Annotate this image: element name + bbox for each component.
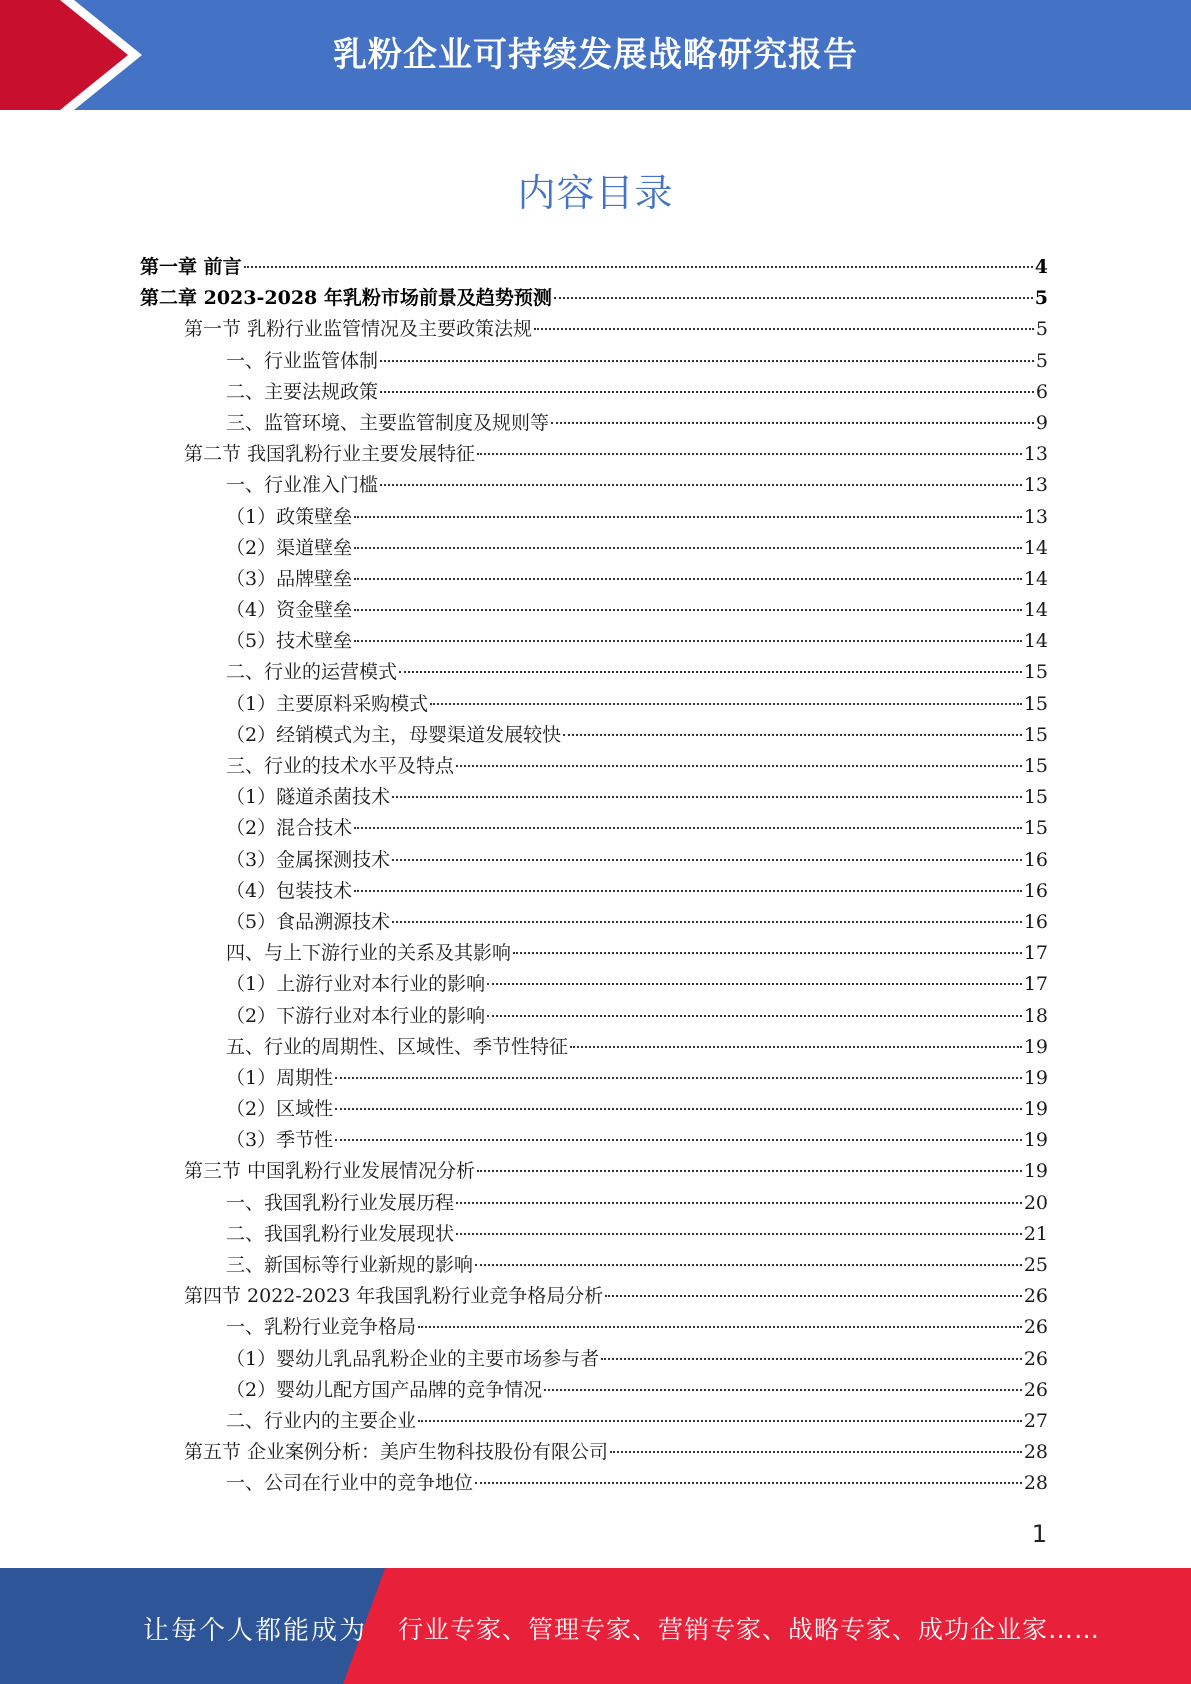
- toc-entry[interactable]: [140, 377, 1048, 408]
- toc-entry-page: 26: [1023, 1378, 1048, 1401]
- toc-entry-page: 15: [1023, 723, 1048, 746]
- toc-entry-label: 第一节 乳粉行业监管情况及主要政策法规: [184, 318, 533, 341]
- toc-entry-page: 9: [1035, 411, 1048, 434]
- toc-leader-dots: [399, 670, 1022, 673]
- toc-entry-page: 13: [1023, 505, 1048, 528]
- toc-entry-label: （5）食品溯源技术: [226, 910, 391, 933]
- toc-entry[interactable]: [140, 1406, 1048, 1437]
- toc-leader-dots: [244, 265, 1033, 268]
- toc-entry-label: 第三节 中国乳粉行业发展情况分析: [184, 1160, 476, 1183]
- toc-entry-page: 20: [1023, 1191, 1048, 1214]
- toc-entry-page: 19: [1023, 1129, 1048, 1152]
- toc-entry-label: （1）主要原料采购模式: [226, 692, 429, 715]
- toc-entry-page: 19: [1023, 1160, 1048, 1183]
- toc-entry[interactable]: [140, 595, 1048, 626]
- toc-entry[interactable]: [140, 439, 1048, 470]
- toc-entry[interactable]: [140, 657, 1048, 688]
- toc-entry[interactable]: [140, 1312, 1048, 1343]
- toc-entry[interactable]: [140, 751, 1048, 782]
- toc-entry[interactable]: [140, 470, 1048, 501]
- toc-entry-page: 15: [1023, 661, 1048, 684]
- toc-entry-page: 14: [1023, 567, 1048, 590]
- toc-entry[interactable]: [140, 533, 1048, 564]
- toc-entry-page: 13: [1023, 474, 1048, 497]
- toc-heading: 内容目录: [517, 171, 674, 215]
- toc-leader-dots: [354, 826, 1022, 829]
- toc-entry[interactable]: [140, 283, 1048, 314]
- toc-entry-page: 14: [1023, 536, 1048, 559]
- toc-leader-dots: [392, 858, 1022, 861]
- toc-leader-dots: [475, 1481, 1022, 1484]
- toc-entry[interactable]: [140, 408, 1048, 439]
- toc-leader-dots: [563, 733, 1022, 736]
- toc-entry[interactable]: [140, 876, 1048, 907]
- toc-entry-label: 第四节 2022-2023 年我国乳粉行业竞争格局分析: [184, 1285, 604, 1308]
- toc-entry-page: 28: [1023, 1472, 1048, 1495]
- toc-entry-label: （2）婴幼儿配方国产品牌的竞争情况: [226, 1378, 543, 1401]
- toc-entry-page: 15: [1023, 692, 1048, 715]
- toc-entry-page: 25: [1023, 1254, 1048, 1276]
- toc-entry[interactable]: [140, 1375, 1048, 1406]
- toc-entry-page: 16: [1023, 848, 1048, 871]
- toc-entry-page: 27: [1023, 1409, 1048, 1432]
- toc-leader-dots: [392, 920, 1022, 923]
- toc-leader-dots: [335, 1138, 1022, 1141]
- toc-entry[interactable]: [140, 1250, 1048, 1281]
- toc-entry-page: 16: [1023, 879, 1048, 902]
- toc-entry-label: （4）包装技术: [226, 879, 353, 902]
- toc-entry-label: 第五节 企业案例分析：美庐生物科技股份有限公司: [184, 1441, 609, 1464]
- toc-entry-label: （2）区域性: [226, 1098, 334, 1121]
- toc-entry-label: 二、行业内的主要企业: [226, 1409, 417, 1432]
- toc-entry-label: 第一章 前言: [140, 256, 242, 278]
- toc-entry-page: 19: [1023, 1098, 1048, 1121]
- toc-entry-page: 17: [1023, 973, 1048, 996]
- toc-entry-page: 21: [1023, 1222, 1048, 1245]
- toc-entry-page: 14: [1023, 599, 1048, 622]
- toc-leader-dots: [392, 795, 1022, 798]
- toc-leader-dots: [354, 889, 1022, 892]
- toc-entry-page: 26: [1023, 1347, 1048, 1370]
- toc-leader-dots: [551, 421, 1034, 424]
- toc-leader-dots: [335, 1107, 1022, 1110]
- toc-entry[interactable]: [140, 252, 1048, 283]
- toc-entry-page: 26: [1023, 1285, 1048, 1308]
- toc-entry[interactable]: [140, 1001, 1048, 1032]
- toc-entry-label: （1）政策壁垒: [226, 505, 353, 528]
- footer-slogan-left: 让每个人都能成为: [143, 1616, 368, 1646]
- toc-entry-label: （1）婴幼儿乳品乳粉企业的主要市场参与者: [226, 1347, 600, 1370]
- toc-leader-dots: [380, 483, 1022, 486]
- toc-leader-dots: [380, 359, 1034, 362]
- toc-entry-label: 一、行业监管体制: [226, 349, 379, 372]
- footer-slogan-right: 行业专家、管理专家、营销专家、战略专家、成功企业家……: [398, 1615, 1101, 1644]
- toc-leader-dots: [475, 1263, 1022, 1266]
- toc-entry[interactable]: [140, 938, 1048, 969]
- toc-entry-page: 5: [1034, 287, 1048, 310]
- toc-entry-page: 18: [1023, 1004, 1048, 1027]
- toc-leader-dots: [487, 982, 1022, 985]
- table-of-contents: [140, 252, 1048, 1500]
- toc-entry-label: （2）混合技术: [226, 817, 353, 840]
- toc-entry[interactable]: [140, 1468, 1048, 1499]
- toc-entry-page: 5: [1035, 349, 1048, 372]
- toc-leader-dots: [430, 702, 1022, 705]
- toc-entry[interactable]: [140, 314, 1048, 345]
- toc-entry[interactable]: [140, 689, 1048, 720]
- toc-entry-label: 五、行业的周期性、区域性、季节性特征: [226, 1035, 569, 1058]
- toc-entry[interactable]: [140, 813, 1048, 844]
- toc-entry-label: 第二章 2023-2028 年乳粉市场前景及趋势预测: [140, 287, 552, 310]
- toc-entry-label: （5）技术壁垒: [226, 630, 353, 653]
- toc-entry-page: 14: [1023, 630, 1048, 653]
- toc-entry[interactable]: [140, 1188, 1048, 1219]
- toc-entry-page: 28: [1023, 1441, 1048, 1464]
- toc-entry-page: 19: [1023, 1035, 1048, 1058]
- toc-entry-label: （2）渠道壁垒: [226, 536, 353, 559]
- toc-entry-label: 三、行业的技术水平及特点: [226, 755, 455, 777]
- toc-leader-dots: [456, 1232, 1022, 1235]
- toc-entry-label: 一、公司在行业中的竞争地位: [226, 1472, 474, 1495]
- toc-entry[interactable]: [140, 502, 1048, 533]
- toc-leader-dots: [544, 1388, 1022, 1391]
- toc-leader-dots: [477, 1169, 1022, 1172]
- toc-leader-dots: [335, 1076, 1022, 1079]
- toc-entry[interactable]: [140, 1032, 1048, 1063]
- toc-leader-dots: [570, 1045, 1022, 1048]
- toc-entry[interactable]: [140, 969, 1048, 1000]
- toc-entry[interactable]: [140, 626, 1048, 657]
- toc-leader-dots: [456, 764, 1022, 767]
- toc-leader-dots: [418, 1325, 1022, 1328]
- toc-entry-page: 15: [1023, 786, 1048, 809]
- toc-entry-label: （1）上游行业对本行业的影响: [226, 973, 486, 996]
- toc-leader-dots: [354, 639, 1022, 642]
- toc-entry-page: 4: [1034, 256, 1048, 278]
- toc-entry[interactable]: [140, 1156, 1048, 1187]
- page-number: 1: [1031, 1520, 1047, 1548]
- toc-entry-label: 一、乳粉行业竞争格局: [226, 1316, 417, 1339]
- toc-entry-label: （1）隧道杀菌技术: [226, 786, 391, 809]
- toc-entry-label: 三、新国标等行业新规的影响: [226, 1254, 474, 1276]
- toc-leader-dots: [605, 1294, 1022, 1297]
- toc-entry-page: 5: [1035, 318, 1048, 341]
- toc-entry-page: 15: [1023, 755, 1048, 777]
- toc-entry-label: 三、监管环境、主要监管制度及规则等: [226, 411, 550, 434]
- toc-entry-page: 17: [1023, 942, 1048, 965]
- toc-entry-label: （4）资金壁垒: [226, 599, 353, 622]
- toc-leader-dots: [456, 1201, 1022, 1204]
- toc-entry[interactable]: [140, 907, 1048, 938]
- toc-entry[interactable]: [140, 1219, 1048, 1250]
- toc-entry-label: （3）品牌壁垒: [226, 567, 353, 590]
- footer-banner: [0, 1568, 1191, 1684]
- toc-leader-dots: [477, 452, 1022, 455]
- toc-leader-dots: [610, 1450, 1022, 1453]
- toc-entry[interactable]: [140, 782, 1048, 813]
- toc-leader-dots: [354, 577, 1022, 580]
- report-title: 乳粉企业可持续发展战略研究报告: [333, 34, 858, 75]
- toc-entry-label: 二、主要法规政策: [226, 380, 379, 403]
- toc-entry-label: （2）下游行业对本行业的影响: [226, 1004, 486, 1027]
- toc-entry-page: 15: [1023, 817, 1048, 840]
- toc-entry[interactable]: [140, 1437, 1048, 1468]
- toc-entry-page: 19: [1023, 1066, 1048, 1089]
- toc-entry-label: 一、我国乳粉行业发展历程: [226, 1191, 455, 1214]
- toc-leader-dots: [354, 515, 1022, 518]
- toc-leader-dots: [487, 1014, 1022, 1017]
- toc-entry-page: 6: [1035, 380, 1048, 403]
- toc-leader-dots: [380, 390, 1034, 393]
- toc-leader-dots: [354, 546, 1022, 549]
- toc-entry-label: 二、我国乳粉行业发展现状: [226, 1222, 455, 1245]
- toc-leader-dots: [601, 1357, 1022, 1360]
- toc-entry[interactable]: [140, 1125, 1048, 1156]
- toc-leader-dots: [513, 951, 1022, 954]
- toc-entry[interactable]: [140, 346, 1048, 377]
- toc-entry-label: 第二节 我国乳粉行业主要发展特征: [184, 443, 476, 466]
- toc-entry-page: 26: [1023, 1316, 1048, 1339]
- toc-entry[interactable]: [140, 1344, 1048, 1375]
- toc-entry-label: （2）经销模式为主，母婴渠道发展较快: [226, 723, 562, 746]
- toc-entry[interactable]: [140, 1281, 1048, 1312]
- toc-entry-label: （3）季节性: [226, 1129, 334, 1152]
- toc-entry-label: （1）周期性: [226, 1066, 334, 1089]
- toc-leader-dots: [534, 327, 1034, 330]
- toc-leader-dots: [354, 608, 1022, 611]
- toc-entry-label: 四、与上下游行业的关系及其影响: [226, 942, 512, 965]
- toc-entry-label: 一、行业准入门槛: [226, 474, 379, 497]
- toc-entry-page: 16: [1023, 910, 1048, 933]
- toc-leader-dots: [418, 1419, 1022, 1422]
- toc-entry[interactable]: [140, 1063, 1048, 1094]
- toc-entry[interactable]: [140, 1094, 1048, 1125]
- header-banner: [0, 0, 1191, 110]
- toc-entry-label: （3）金属探测技术: [226, 848, 391, 871]
- toc-entry[interactable]: [140, 845, 1048, 876]
- toc-entry-label: 二、行业的运营模式: [226, 661, 398, 684]
- toc-entry-page: 13: [1023, 443, 1048, 466]
- toc-leader-dots: [554, 296, 1033, 299]
- toc-entry[interactable]: [140, 720, 1048, 751]
- toc-entry[interactable]: [140, 564, 1048, 595]
